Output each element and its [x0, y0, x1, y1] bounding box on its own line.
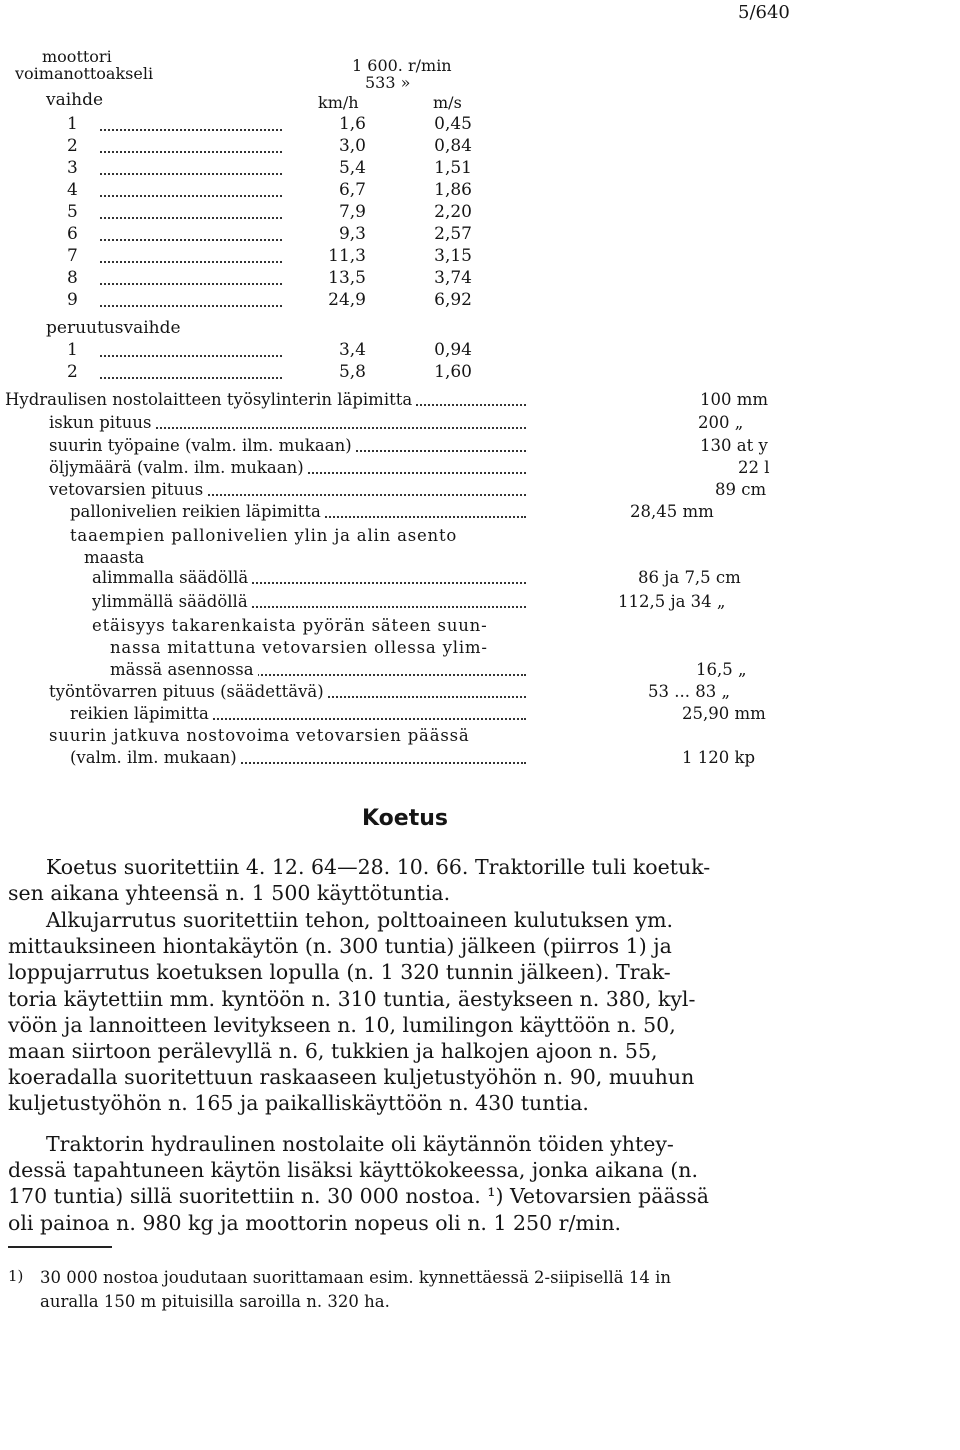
text-line: dessä tapahtuneen käytön lisäksi käyttökokeessa, jonka aikana (n.	[8, 1158, 698, 1183]
spec-label: ylimmällä säädöllä	[92, 592, 252, 611]
spec-label: suurin työpaine (valm. ilm. mukaan)	[49, 436, 356, 455]
speed-kmh: 3,4	[338, 340, 366, 360]
gear-row	[0, 180, 480, 202]
page-number: 5/640	[738, 2, 790, 23]
text-line: loppujarrutus koetuksen lopulla (n. 1 320 tunnin jälkeen). Trak-	[8, 960, 671, 985]
gear-label: vaihde	[46, 90, 104, 110]
speed-ms: 0,45	[434, 114, 472, 134]
spec-label: suurin jatkuva nostovoima vetovarsien päässä	[49, 726, 474, 745]
spec-value: 53 ... 83 „	[648, 682, 731, 701]
spec-label: öljymäärä (valm. ilm. mukaan)	[49, 458, 308, 477]
paragraph	[8, 854, 803, 906]
reverse-label: peruutusvaihde	[46, 318, 181, 338]
spec-value: 22 l	[738, 458, 770, 477]
gear-number: 1	[67, 340, 78, 360]
speed-ms: 1,60	[434, 362, 472, 382]
dot-leader	[100, 180, 282, 197]
hydraulics-row	[0, 726, 800, 748]
spec-value: 130 at y	[700, 436, 768, 455]
gear-row	[0, 268, 480, 290]
spec-value: 1 120 kp	[682, 748, 756, 767]
pto-rpm: 533 »	[365, 73, 411, 92]
text-line: sen aikana yhteensä n. 1 500 käyttötuntia.	[8, 881, 451, 906]
gear-row	[0, 202, 480, 224]
footnote-line: auralla 150 m pituisilla saroilla n. 320 ha.	[40, 1292, 390, 1311]
speed-kmh: 3,0	[338, 136, 366, 156]
speed-kmh: 13,5	[328, 268, 366, 288]
spec-value: 28,45 mm	[630, 502, 714, 521]
spec-label: taaempien pallonivelien ylin ja alin asento	[70, 526, 461, 545]
gear-number: 3	[67, 158, 78, 178]
spec-label: nassa mitattuna vetovarsien ollessa ylim-	[110, 638, 492, 657]
footnote-divider	[8, 1246, 112, 1248]
hydraulics-row	[0, 638, 800, 660]
hydraulics-row	[0, 592, 800, 614]
gear-number: 7	[67, 246, 78, 266]
spec-label: mässä asennossa	[110, 660, 258, 679]
dot-leader	[100, 340, 282, 357]
hydraulics-row	[0, 526, 800, 548]
gear-row	[0, 224, 480, 246]
hydraulics-row	[0, 436, 800, 458]
text-line: mittauksineen hiontakäytön (n. 300 tuntia) jälkeen (piirros 1) ja	[8, 934, 672, 959]
hydraulics-row	[0, 480, 800, 502]
motor-label: moottori	[42, 47, 112, 66]
dot-leader	[100, 246, 282, 263]
gear-number: 9	[67, 290, 78, 310]
gear-number: 2	[67, 136, 78, 156]
text-line: maan siirtoon perälevyllä n. 6, tukkien ja halkojen ajoon n. 55,	[8, 1038, 658, 1063]
speed-ms: 0,94	[434, 340, 472, 360]
dot-leader	[100, 224, 282, 241]
speed-kmh: 6,7	[338, 180, 366, 200]
speed-ms: 3,74	[434, 268, 472, 288]
speed-kmh: 7,9	[338, 202, 366, 222]
speed-kmh: 5,8	[338, 362, 366, 382]
dot-leader	[100, 158, 282, 175]
gear-number: 8	[67, 268, 78, 288]
speed-kmh: 24,9	[328, 290, 366, 310]
gear-row	[0, 362, 480, 384]
gear-row	[0, 290, 480, 312]
spec-value: 112,5 ja 34 „	[618, 592, 726, 611]
hydraulics-row	[0, 390, 800, 412]
spec-label: reikien läpimitta	[70, 704, 213, 723]
spec-label: Hydraulisen nostolaitteen työsylinterin läpimitta	[5, 390, 416, 409]
text-line: Traktorin hydraulinen nostolaite oli käytännön töiden yhtey-	[46, 1132, 674, 1156]
dot-leader	[100, 362, 282, 379]
speed-ms: 3,15	[434, 246, 472, 266]
gear-row	[0, 158, 480, 180]
pto-label: voimanottoakseli	[15, 64, 154, 83]
speed-kmh: 1,6	[338, 114, 366, 134]
spec-label: työntövarren pituus (säädettävä)	[49, 682, 328, 701]
speed-ms: 0,84	[434, 136, 472, 156]
speed-ms: 1,51	[434, 158, 472, 178]
gear-number: 4	[67, 180, 78, 200]
dot-leader	[100, 268, 282, 285]
hydraulics-row	[0, 568, 800, 590]
section-title: Koetus	[362, 806, 448, 831]
spec-label: vetovarsien pituus	[49, 480, 207, 499]
spec-label: etäisyys takarenkaista pyörän säteen suun-	[92, 616, 491, 635]
hydraulics-row	[0, 413, 800, 435]
spec-label: (valm. ilm. mukaan)	[70, 748, 241, 767]
hydraulics-row	[0, 548, 800, 570]
spec-value: 100 mm	[700, 390, 769, 409]
speed-ms: 1,86	[434, 180, 472, 200]
gear-number: 1	[67, 114, 78, 134]
ms-label: m/s	[433, 93, 462, 112]
footnote	[8, 1266, 808, 1314]
gear-row	[0, 246, 480, 268]
spec-label: maasta	[84, 548, 148, 567]
footnote-line: 30 000 nostoa joudutaan suorittamaan esim. kynnettäessä 2-siipisellä 14 in	[40, 1268, 671, 1287]
spec-value: 89 cm	[715, 480, 767, 499]
hydraulics-row	[0, 748, 800, 770]
speed-ms: 2,57	[434, 224, 472, 244]
gear-number: 6	[67, 224, 78, 244]
gear-number: 2	[67, 362, 78, 382]
speed-kmh: 9,3	[338, 224, 366, 244]
spec-value: 86 ja 7,5 cm	[638, 568, 741, 587]
gear-number: 5	[67, 202, 78, 222]
spec-value: 16,5 „	[696, 660, 747, 679]
hydraulics-row	[0, 704, 800, 726]
hydraulics-row	[0, 616, 800, 638]
speed-kmh: 5,4	[338, 158, 366, 178]
paragraph	[8, 1131, 803, 1236]
spec-label: pallonivelien reikien läpimitta	[70, 502, 325, 521]
speed-ms: 2,20	[434, 202, 472, 222]
speed-kmh: 11,3	[328, 246, 366, 266]
gear-row	[0, 114, 480, 136]
dot-leader	[100, 202, 282, 219]
dot-leader	[100, 290, 282, 307]
spec-label: iskun pituus	[49, 413, 155, 432]
text-line: oli painoa n. 980 kg ja moottorin nopeus oli n. 1 250 r/min.	[8, 1210, 622, 1235]
text-line: vöön ja lannoitteen levitykseen n. 10, lumilingon käyttöön n. 50,	[8, 1012, 676, 1037]
text-line: kuljetustyöhön n. 165 ja paikalliskäyttöön n. 430 tuntia.	[8, 1091, 589, 1116]
hydraulics-row	[0, 458, 800, 480]
footnote-mark: 1)	[8, 1267, 24, 1285]
text-line: Koetus suoritettiin 4. 12. 64—28. 10. 66. Traktorille tuli koetuk-	[46, 855, 711, 879]
hydraulics-row	[0, 502, 800, 524]
spec-value: 200 „	[698, 413, 744, 432]
text-line: koeradalla suoritettuun raskaaseen kuljetustyöhön n. 90, muuhun	[8, 1065, 695, 1090]
spec-value: 25,90 mm	[682, 704, 766, 723]
motor-rpm: 1 600. r/min	[352, 56, 452, 75]
speed-ms: 6,92	[434, 290, 472, 310]
dot-leader	[100, 114, 282, 131]
gear-row	[0, 340, 480, 362]
dot-leader	[100, 136, 282, 153]
text-line: toria käytettiin mm. kyntöön n. 310 tuntia, äestykseen n. 380, kyl-	[8, 986, 696, 1011]
paragraph	[8, 907, 803, 1117]
hydraulics-row	[0, 660, 800, 682]
hydraulics-row	[0, 682, 800, 704]
text-line: Alkujarrutus suoritettiin tehon, polttoaineen kulutuksen ym.	[46, 908, 674, 932]
kmh-label: km/h	[318, 93, 359, 112]
text-line: 170 tuntia) sillä suoritettiin n. 30 000 nostoa. ¹) Vetovarsien päässä	[8, 1184, 709, 1209]
gear-row	[0, 136, 480, 158]
spec-label: alimmalla säädöllä	[92, 568, 252, 587]
